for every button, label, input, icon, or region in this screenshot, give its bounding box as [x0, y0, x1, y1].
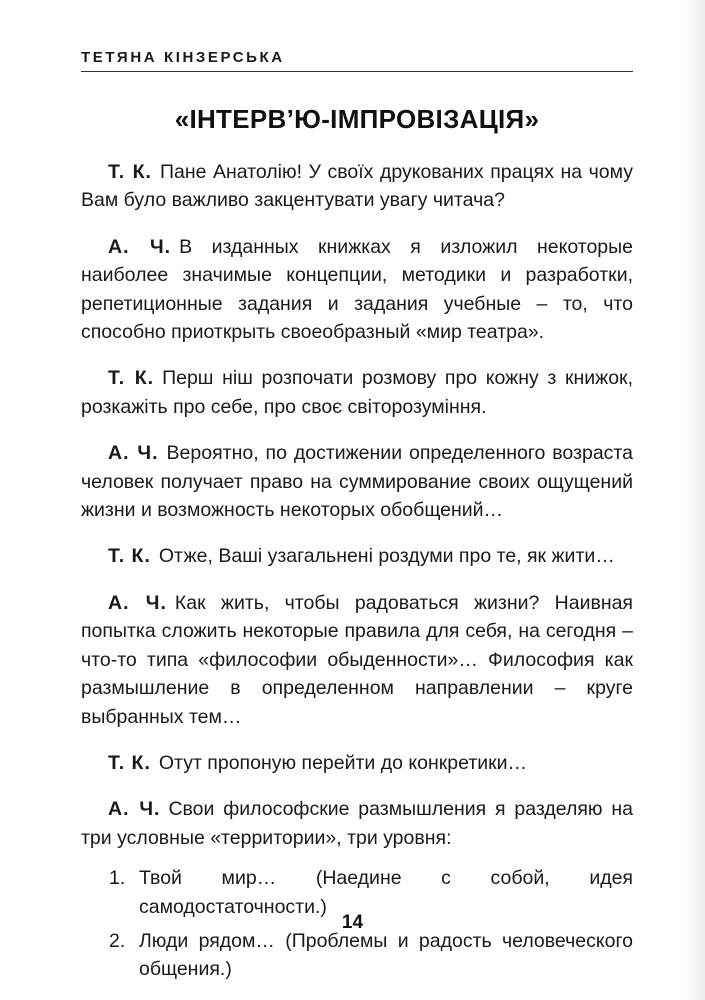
list-item-text: Твой мир… (Наедине с собой, идея самодостаточности.) [139, 867, 633, 918]
running-head: ТЕТЯНА КІНЗЕРСЬКА [81, 49, 285, 66]
paragraph-text: В изданных книжках я изложил некоторые наиболее значимые концепции, методики и разработки, репетиционные задания и задания учебные – то, что способно приоткрыть своеобразный «мир театра». [81, 235, 633, 344]
dialogue-paragraph [81, 364, 633, 421]
speaker-label: А. Ч. [108, 235, 172, 258]
list-number: 1. [109, 867, 126, 890]
paragraph-text: Свои философские размышления я разделяю на три условные «территории», три уровня: [81, 798, 633, 849]
paragraph-text: Пане Анатолію! У своїх друкованих працях на чому Вам було важливо закцентувати увагу читача? [81, 161, 633, 212]
speaker-label: А. Ч. [108, 798, 161, 821]
list-number: 2. [109, 929, 126, 952]
speaker-label: А. Ч. [108, 442, 159, 465]
paragraph-text: Отут пропоную перейти до конкретики… [158, 751, 528, 774]
list-item [81, 927, 633, 984]
dialogue-paragraph [81, 233, 633, 347]
paragraph-text: Вероятно, по достижении определенного возраста человек получает право на суммирование своих ощущений жизни и возможность некоторых обобщений… [81, 442, 633, 522]
body-text [81, 158, 633, 990]
dialogue-paragraph [81, 439, 633, 524]
speaker-label: Т. К. [108, 367, 155, 390]
speaker-label: Т. К. [108, 751, 151, 774]
chapter-title: «ІНТЕРВ’Ю-ІМПРОВІЗАЦІЯ» [174, 104, 540, 134]
dialogue-paragraph [81, 158, 633, 215]
dialogue-paragraph [81, 589, 633, 731]
speaker-label: Т. К. [108, 161, 152, 183]
speaker-label: А. Ч. [108, 591, 167, 614]
header-rule [81, 71, 633, 72]
page-edge-shadow [683, 0, 705, 1000]
dialogue-paragraph [81, 749, 633, 777]
paragraph-text: Перш ніш розпочати розмову про кожну з книжок, розкажіть про себе, про своє світорозуміння. [81, 367, 633, 418]
paragraph-text: Как жить, чтобы радоваться жизни? Наивная попытка сложить некоторые правила для себя, на сегодня – что-то типа «философии обыденности»… Философия как размышление в определенном направлении – круге выбранных тем… [81, 591, 633, 728]
list-item-text: Люди рядом… (Проблемы и радость человеческого общения.) [139, 929, 633, 981]
paragraph-text: Отже, Ваші узагальнені роздуми про те, як жити… [158, 545, 615, 568]
dialogue-paragraph [81, 795, 633, 852]
page-number: 14 [341, 912, 364, 933]
dialogue-paragraph [81, 542, 633, 570]
speaker-label: Т. К. [108, 545, 151, 568]
